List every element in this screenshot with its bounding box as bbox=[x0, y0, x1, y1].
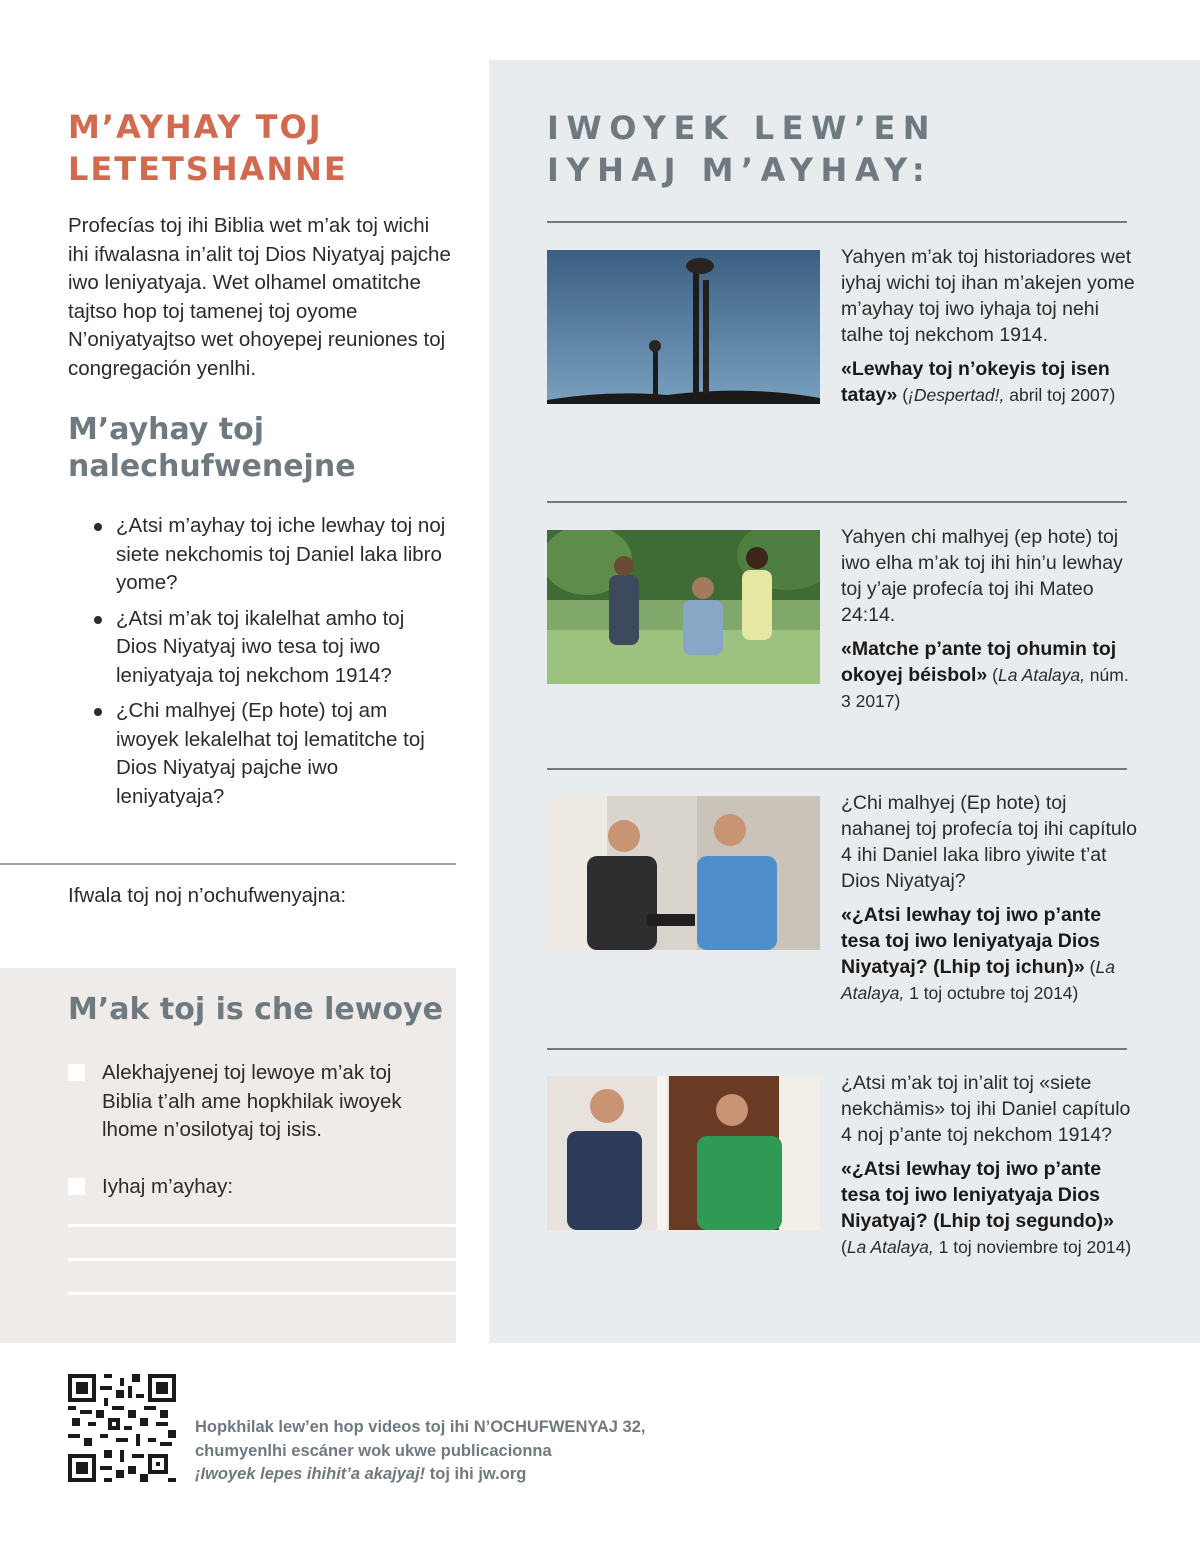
entry-reference bbox=[841, 356, 1141, 408]
entry-reference bbox=[841, 1156, 1141, 1260]
article-link[interactable]: «¿Atsi lewhay toj iwo p’ante tesa toj iwo leniyatyaja Dios Niyatyaj? (Lhip toj segundo)» bbox=[841, 1158, 1115, 1232]
entry-divider bbox=[547, 768, 1127, 770]
page-title bbox=[68, 106, 448, 190]
bullet-icon bbox=[94, 616, 102, 624]
publication-date: núm. 3 2017) bbox=[841, 665, 1129, 711]
page-title-line1: M’AYHAY TOJ bbox=[68, 108, 323, 146]
intro-paragraph: Profecías toj ihi Biblia wet m’ak toj wichi ihi ifwalasna in’alit toj Dios Niyatyaj pajche iwo leniyatyaja. Wet olhamel omatitche tajtso hop toj tamenej toj oyome N’oniyatyajtso wet ohoyepej reuniones toj congregación yenlhi. bbox=[68, 214, 451, 380]
study-box bbox=[0, 968, 456, 1343]
question-item bbox=[92, 605, 448, 691]
right-title-line2: IYHAJ M’AYHAY: bbox=[547, 151, 933, 189]
article-link[interactable]: «¿Atsi lewhay toj iwo p’ante tesa toj iwo leniyatyaja Dios Niyatyaj? (Lhip toj ichun)» bbox=[841, 904, 1102, 978]
right-panel bbox=[489, 60, 1200, 1343]
question-text: ¿Atsi m’ayhay toj iche lewhay toj noj siete nekchomis toj Daniel laka libro yome? bbox=[116, 514, 446, 594]
publication-name: La Atalaya, bbox=[998, 665, 1085, 685]
entry-reference bbox=[841, 636, 1141, 714]
entry-question: Yahyen chi malhyej (ep hote) toj iwo elha m’ak toj ihi hin’u lewhay toj y’aje profecía toj ihi Mateo 24:14. bbox=[841, 526, 1123, 626]
questions-list bbox=[92, 512, 448, 818]
right-title-line1: IWOYEK LEW’EN bbox=[547, 109, 938, 147]
question-text: ¿Chi malhyej (Ep hote) toj am iwoyek lekalelhat toj lematitche toj Dios Niyatyaj pajche iwo leniyatyaja? bbox=[116, 699, 425, 808]
ref-open: ( bbox=[841, 1237, 847, 1257]
checklist-text: Alekhajyenej toj lewoye m’ak toj Biblia t’alh ame hopkhilak iwoyek lhome n’osilotyaj toj isis. bbox=[102, 1061, 402, 1141]
writing-line[interactable] bbox=[68, 1258, 456, 1261]
ref-open: ( bbox=[987, 665, 999, 685]
writing-line[interactable] bbox=[68, 1292, 456, 1295]
bullet-icon bbox=[94, 708, 102, 716]
qr-code-icon[interactable] bbox=[68, 1374, 176, 1482]
checkbox[interactable] bbox=[68, 1178, 85, 1195]
publication-date: abril toj 2007) bbox=[1004, 385, 1116, 405]
footer-text bbox=[195, 1416, 715, 1487]
ref-open: ( bbox=[1084, 957, 1096, 977]
silhouette-memorial-image bbox=[547, 250, 820, 404]
question-item bbox=[92, 512, 448, 598]
entry-text bbox=[841, 790, 1141, 1006]
questions-heading: M’ayhay toj nalechufwenejne bbox=[68, 412, 356, 484]
section-divider bbox=[0, 863, 456, 865]
next-date-label: Ifwala toj noj n’ochufwenyajna: bbox=[68, 884, 347, 907]
entry-text bbox=[841, 1070, 1141, 1260]
entry-divider bbox=[547, 501, 1127, 503]
publication-date: 1 toj noviembre toj 2014) bbox=[933, 1237, 1132, 1257]
checklist-item bbox=[68, 1173, 438, 1202]
publication-name: La Atalaya, bbox=[841, 957, 1115, 1003]
two-men-talking-image bbox=[547, 796, 820, 950]
publication-name: La Atalaya, bbox=[846, 1237, 934, 1257]
entry-reference bbox=[841, 902, 1141, 1006]
footer-site[interactable]: toj ihi jw.org bbox=[425, 1465, 527, 1483]
entry-question: ¿Chi malhyej (Ep hote) toj nahanej toj profecía toj ihi capítulo 4 ihi Daniel laka libro yiwite t’at Dios Niyatyaj? bbox=[841, 792, 1137, 892]
footer-line1: Hopkhilak lew’en hop videos toj ihi N’OCHUFWENYAJ 32, bbox=[195, 1418, 646, 1436]
entry-text bbox=[841, 524, 1141, 714]
doorway-conversation-image bbox=[547, 1076, 820, 1230]
study-box-title: M’ak toj is che lewoye bbox=[68, 992, 443, 1027]
bullet-icon bbox=[94, 523, 102, 531]
writing-line[interactable] bbox=[68, 1224, 456, 1227]
footer-video-title: ¡Iwoyek lepes ihihit’a akajyaj! bbox=[195, 1465, 426, 1483]
page-title-line2: LETETSHANNE bbox=[68, 150, 348, 188]
entry-text bbox=[841, 244, 1141, 408]
checkbox[interactable] bbox=[68, 1064, 85, 1081]
article-link[interactable]: «Matche p’ante toj ohumin toj okoyej béisbol» bbox=[841, 638, 1117, 686]
entry-question: ¿Atsi m’ak toj in’alit toj «siete nekchämis» toj ihi Daniel capítulo 4 noj p’ante toj nekchom 1914? bbox=[841, 1072, 1131, 1146]
question-text: ¿Atsi m’ak toj ikalelhat amho toj Dios Niyatyaj iwo tesa toj iwo leniyatyaja toj nekchom 1914? bbox=[116, 606, 405, 687]
entry-question: Yahyen m’ak toj historiadores wet iyhaj wichi toj ihan m’akejen yome m’ayhay toj iwo iyhaja toj nehi talhe toj nekchom 1914. bbox=[841, 246, 1135, 346]
footer-line2: chumyenlhi escáner wok ukwe publicacionna bbox=[195, 1441, 552, 1460]
article-link[interactable]: «Lewhay toj n’okeyis toj isen tatay» bbox=[841, 358, 1110, 406]
entry-divider bbox=[547, 1048, 1127, 1050]
question-item bbox=[92, 697, 448, 811]
checklist-text: Iyhaj m’ayhay: bbox=[102, 1175, 234, 1198]
right-panel-title bbox=[547, 107, 1187, 191]
checklist-item bbox=[68, 1059, 438, 1145]
ref-open: ( bbox=[897, 385, 909, 405]
publication-name: ¡Despertad!, bbox=[908, 385, 1005, 405]
entry-divider bbox=[547, 221, 1127, 223]
baseball-family-image bbox=[547, 530, 820, 684]
publication-date: 1 toj octubre toj 2014) bbox=[904, 983, 1079, 1003]
